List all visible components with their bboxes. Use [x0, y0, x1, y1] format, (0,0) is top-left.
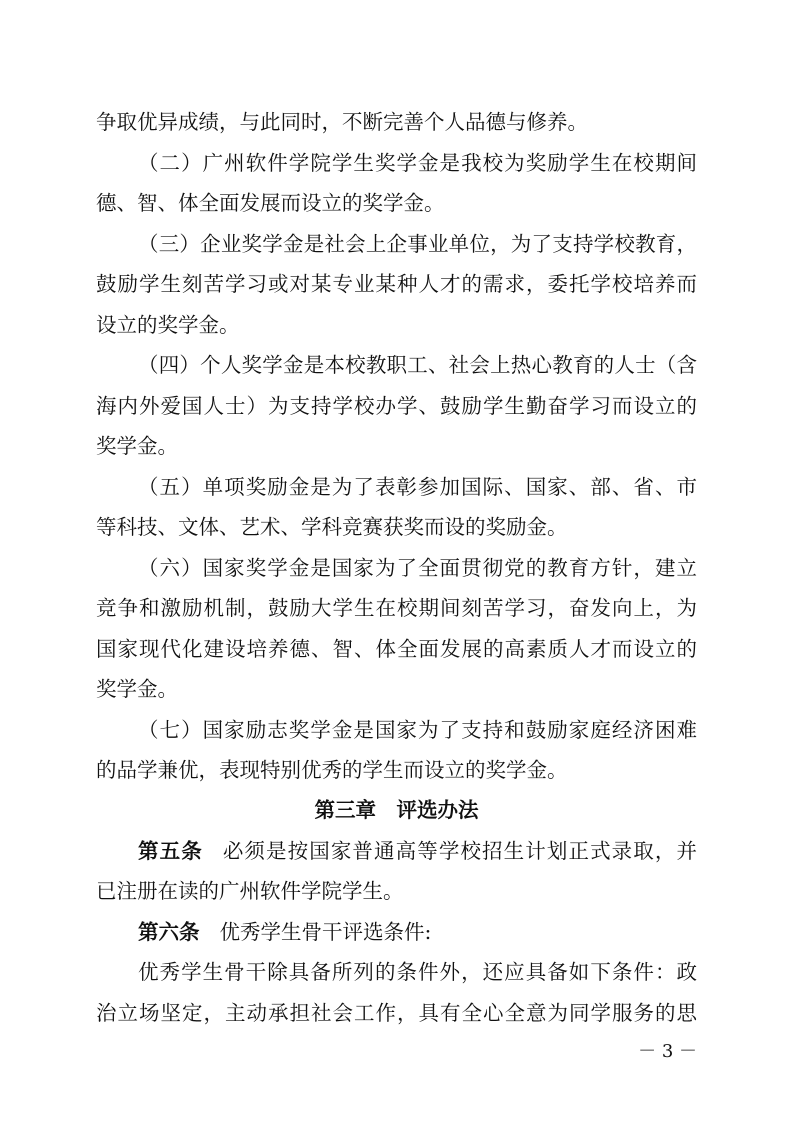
page-number: － 3 － [638, 1041, 697, 1062]
paragraph-line: 鼓励学生刻苦学习或对某专业某种人才的需求，委托学校培养而 [96, 272, 697, 296]
paragraph-line: 优秀学生骨干除具备所列的条件外，还应具备如下条件：政 [138, 960, 697, 984]
paragraph-line: 奖学金。 [96, 434, 178, 458]
paragraph-line: 竞争和激励机制，鼓励大学生在校期间刻苦学习，奋发向上，为 [96, 596, 697, 620]
paragraph-line: 海内外爱国人士）为支持学校办学、鼓励学生勤奋学习而设立的 [96, 394, 697, 418]
paragraph-line: 德、智、体全面发展而设立的奖学金。 [96, 191, 445, 215]
paragraph-line: 设立的奖学金。 [96, 313, 240, 337]
paragraph-line: （七）国家励志奖学金是国家为了支持和鼓励家庭经济困难 [138, 718, 697, 742]
paragraph-line: 治立场坚定，主动承担社会工作，具有全心全意为同学服务的思 [96, 1001, 697, 1025]
paragraph-line: （二）广州软件学院学生奖学金是我校为奖励学生在校期间 [138, 151, 697, 175]
article-six-text: 优秀学生骨干评选条件: [219, 920, 432, 944]
chapter-heading: 第三章 评选办法 [314, 798, 479, 822]
paragraph-line: 争取优异成绩，与此同时，不断完善个人品德与修养。 [96, 110, 588, 134]
article-five-line [138, 831, 697, 871]
article-six-line [138, 912, 697, 952]
article-five-label: 第五条 [138, 839, 203, 863]
paragraph-line: 国家现代化建设培养德、智、体全面发展的高素质人才而设立的 [96, 637, 697, 661]
paragraph-line: （四）个人奖学金是本校教职工、社会上热心教育的人士（含 [138, 353, 697, 377]
paragraph-line: 的品学兼优，表现特别优秀的学生而设立的奖学金。 [96, 758, 568, 782]
paragraph-line: （三）企业奖学金是社会上企事业单位，为了支持学校教育， [138, 232, 697, 256]
paragraph-line: （五）单项奖励金是为了表彰参加国际、国家、部、省、市 [138, 475, 697, 499]
paragraph-line: 奖学金。 [96, 677, 178, 701]
article-six-label: 第六条 [138, 920, 200, 944]
paragraph-line: （六）国家奖学金是国家为了全面贯彻党的教育方针，建立 [138, 556, 697, 580]
paragraph-line: 已注册在读的广州软件学院学生。 [96, 879, 404, 903]
article-five-text: 必须是按国家普通高等学校招生计划正式录取，并 [222, 839, 697, 863]
paragraph-line: 等科技、文体、艺术、学科竞赛获奖而设的奖励金。 [96, 515, 568, 539]
